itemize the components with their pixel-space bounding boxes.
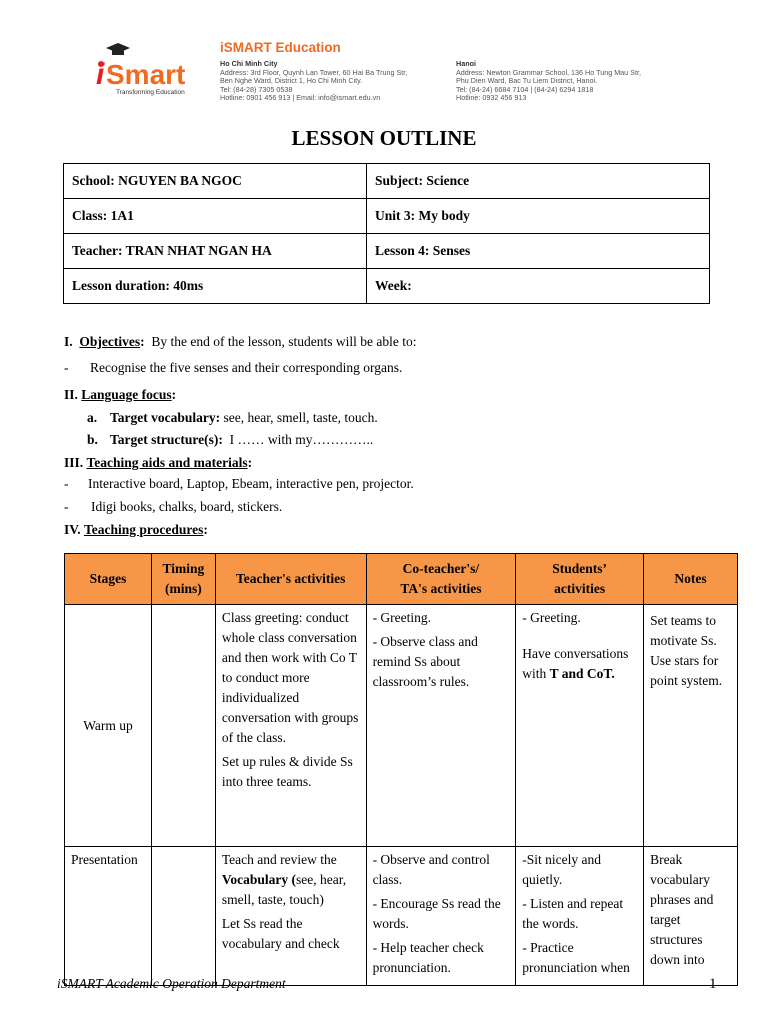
activity-text: - Greeting. [372,610,432,625]
section-colon: : [247,455,253,470]
activity-text [222,850,360,910]
activity-text: - Listen and repeat the words. [522,896,624,931]
table-header-row [65,554,738,605]
office-address: Phu Dien Ward, Bac Tu Liem District, Hanoi. [456,76,598,86]
timing-cell [151,847,215,986]
ismart-logo [92,42,196,98]
page-title: LESSON OUTLINE [291,126,477,150]
header-timing [151,554,215,605]
aid-text: Interactive board, Laptop, Ebeam, interactive pen, projector. [88,476,414,491]
vocabulary-label: Target vocabulary: [110,410,221,425]
objectives-heading [64,334,416,350]
activity-text-bold: Vocabulary ( [221,872,297,887]
procedures-table [64,553,738,986]
objective-text: Recognise the five senses and their corresponding organs. [90,360,403,375]
activity-text-part: Have conversations with [522,646,629,681]
footer-department: iSMART Academic Operation Department [57,976,286,991]
aid-text: Idigi books, chalks, board, stickers. [91,499,283,514]
activity-text: - Observe class and remind Ss about classroom’s rules. [372,634,478,689]
list-label: a. [87,410,98,425]
stage-cell: Presentation [65,847,152,986]
structure-text: I …… with my………….. [229,432,374,447]
table-row [65,605,738,847]
section-title: Teaching procedures [84,522,204,537]
duration-cell: Lesson duration: 40ms [64,269,367,304]
header-students [516,554,644,605]
table-row [65,847,738,986]
structure-label: Target structure(s): [110,432,223,447]
office-hanoi [456,60,641,103]
activity-text-bold: T and CoT. [549,666,615,681]
section-title: Teaching aids and materials [86,455,248,470]
section-title: Language focus [81,387,172,402]
activity-text: - Encourage Ss read the words. [372,896,501,931]
week-cell: Week: [367,269,710,304]
notes-cell: Set teams to motivate Ss. Use stars for point system. [644,605,738,847]
office-city: Ho Chi Minh City [220,59,278,68]
activity-text-part: Teach and review the [221,852,337,867]
class-cell: Class: 1A1 [64,199,367,234]
school-cell: School: NGUYEN BA NGOC [64,164,367,199]
teacher-activities-cell [215,847,366,986]
coteacher-activities-cell [366,605,516,847]
students-activities-cell [516,605,644,847]
office-address: Address: 3rd Floor, Quynh Lan Tower, 60 Hai Ba Trung Str, [220,67,408,77]
office-phone: Tel: (84-28) 7305 0538 [220,84,293,94]
section-number: II. [64,387,78,402]
activity-text: - Observe and control class. [372,852,490,887]
section-number: I. [64,334,73,349]
aid-item [64,476,414,492]
office-address: Address: Newton Grammar School, 136 Ho Tung Mau Str, [456,67,641,77]
procedures-heading [64,522,208,538]
header-coteacher-line: TA's activities [400,581,482,596]
section-number: III. [64,455,84,470]
objective-item [64,360,403,376]
section-colon: : [203,522,208,537]
header-coteacher-line: Co-teacher's/ [402,561,480,576]
teacher-activities-cell [215,605,366,847]
brand-name: iSMART Education [220,40,341,55]
header-students-line: activities [554,581,606,596]
svg-text:i: i [96,58,105,91]
page-number: 1 [709,976,717,992]
subject-cell: Subject: Science [367,164,710,199]
office-hcm [220,60,407,103]
office-city: Hanoi [456,59,476,68]
lesson-info-table [63,163,710,304]
section-colon: : [171,387,177,402]
teacher-cell: Teacher: TRAN NHAT NGAN HA [64,234,367,269]
activity-text: Set up rules & divide Ss into three teams. [221,754,353,789]
list-label: b. [87,432,98,447]
bullet-dash: - [64,360,69,375]
activity-text: - Help teacher check pronunciation. [372,940,484,975]
bullet-dash: - [64,499,69,514]
students-activities-cell [516,847,644,986]
activity-text: -Sit nicely and quietly. [522,852,601,887]
activity-text [522,644,637,684]
coteacher-activities-cell [366,847,516,986]
bullet-dash: - [64,476,69,491]
lesson-cell: Lesson 4: Senses [367,234,710,269]
office-hotline: Hotline: 0901 456 913 | Email: info@ismart.edu.vn [220,93,381,103]
teaching-aids-heading [64,455,252,471]
activity-text-part: see, hear, smell, taste, touch) [221,872,347,907]
aid-item [64,499,283,515]
vocabulary-text: see, hear, smell, taste, touch. [223,410,378,425]
language-focus-heading [64,387,176,403]
header-coteacher [366,554,516,605]
target-vocabulary [87,410,378,426]
section-colon: : [140,334,145,349]
svg-text:Transforming Education: Transforming Education [116,89,185,96]
header-teacher: Teacher's activities [215,554,366,605]
unit-cell: Unit 3: My body [367,199,710,234]
objectives-intro: By the end of the lesson, students will be able to: [151,334,417,349]
office-address: Ben Nghe Ward, District 1, Ho Chi Minh City. [220,76,363,86]
target-structure [87,432,374,448]
notes-cell: Break vocabulary phrases and target structures down into [644,847,738,986]
section-title: Objectives [79,334,141,349]
header-stages: Stages [65,554,152,605]
stage-cell: Warm up [65,605,152,847]
activity-text: Let Ss read the vocabulary and check [221,916,340,951]
header-timing-line: (mins) [165,581,202,596]
header-students-line: Students’ [552,561,608,576]
timing-cell [151,605,215,847]
svg-text:Smart: Smart [106,59,186,90]
activity-text: Class greeting: conduct whole class conversation and then work with Co T to conduct more individualized conversation with groups of the class. [221,610,359,745]
office-phone: Tel: (84-24) 6684 7104 | (84-24) 6294 1818 [456,84,594,94]
section-number: IV. [64,522,81,537]
activity-text: - Greeting. [522,610,581,625]
activity-text: - Practice pronunciation when [522,940,630,975]
office-hotline: Hotline: 0932 456 913 [456,93,527,103]
header-timing-line: Timing [162,561,205,576]
header-notes: Notes [644,554,738,605]
